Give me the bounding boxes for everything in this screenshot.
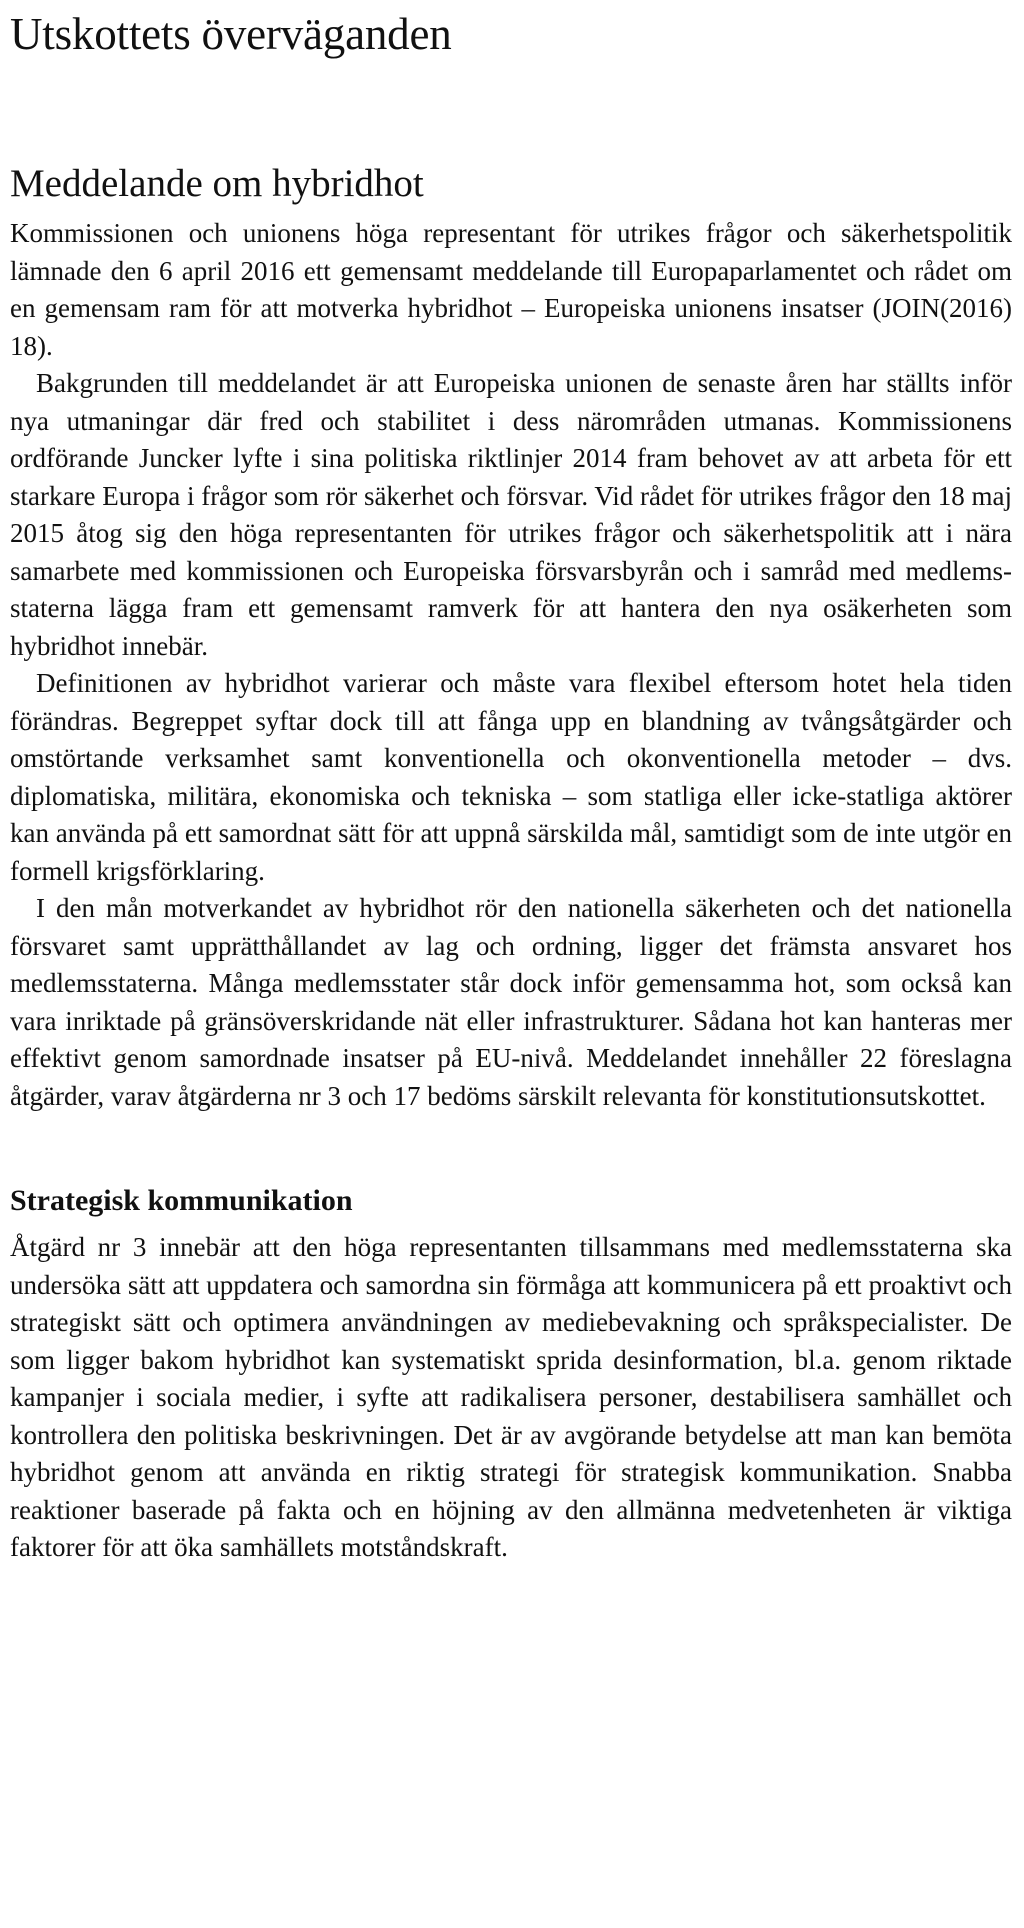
paragraph: Definitionen av hybridhot varierar och måste vara flexibel eftersom hotet hela tiden förändras. Begreppet syftar dock till att fånga upp en blandning av tvångsåtgärder och omstörtande verksamhet samt konventionella och okonventionella metoder – dvs. diplomatiska, militära, ekonomiska och tekniska – som statliga eller icke-statliga aktörer kan använda på ett samordnat sätt för att uppnå särskilda mål, samtidigt som de inte utgör en formell krigsförklaring. bbox=[10, 668, 1012, 886]
section-body-hybridhot bbox=[10, 215, 1012, 1115]
section-body-strategisk-kommunikation bbox=[10, 1229, 1012, 1567]
paragraph: Åtgärd nr 3 innebär att den höga representanten tillsammans med medlemsstaterna ska undersöka sätt att uppdatera och samordna sin förmåga att kommunicera på ett proaktivt och strategiskt sätt och optimera användningen av mediebevakning och språkspecialister. De som ligger bakom hybridhot kan systematiskt sprida desinformation, bl.a. genom riktade kampanjer i sociala medier, i syfte att radikalisera personer, destabilisera samhället och kontrollera den politiska beskrivningen. Det är av avgörande betydelse att man kan bemöta hybridhot genom att använda en riktig strategi för strategisk kommunikation. Snabba reaktioner baserade på fakta och en höjning av den allmänna medvetenheten är viktiga faktorer för att öka samhällets motståndskraft. bbox=[10, 1232, 1012, 1562]
paragraph: Bakgrunden till meddelandet är att Europeiska unionen de senaste åren har ställts inför nya utmaningar där fred och stabilitet i dess närområden utmanas. Kommissionens ordförande Juncker lyfte i sina politiska riktlinjer 2014 fram behovet av att arbeta för ett starkare Europa i frågor som rör säkerhet och försvar. Vid rådet för utrikes frågor den 18 maj 2015 åtog sig den höga representanten för utrikes frågor och säkerhetspolitik att i nära samarbete med kommissionen och Europeiska försvarsbyrån och i samråd med medlemsstaterna lägga fram ett gemensamt ramverk för att hantera den nya osäkerheten som hybridhot innebär. bbox=[10, 368, 1012, 661]
paragraph: Kommissionen och unionens höga representant för utrikes frågor och säkerhetspolitik lämnade den 6 april 2016 ett gemensamt meddelande till Europaparlamentet och rådet om en gemensam ram för att motverka hybridhot – Europeiska unionens insatser (JOIN(2016) 18). bbox=[10, 218, 1012, 361]
page-title: Utskottets överväganden bbox=[10, 9, 452, 59]
paragraph: I den mån motverkandet av hybridhot rör den nationella säkerheten och det nationella försvaret samt upprätthållandet av lag och ordning, ligger det främsta ansvaret hos medlemsstaterna. Många medlemsstater står dock inför gemensamma hot, som också kan vara inriktade på gränsöverskridande nät eller infrastrukturer. Sådana hot kan hanteras mer effektivt genom samordnade insatser på EU-nivå. Meddelandet innehåller 22 föreslagna åtgärder, varav åtgärderna nr 3 och 17 bedöms särskilt relevanta för konstitutionsutskottet. bbox=[10, 893, 1012, 1111]
section-heading-strategisk-kommunikation: Strategisk kommunikation bbox=[10, 1184, 353, 1217]
section-heading-hybridhot: Meddelande om hybridhot bbox=[10, 162, 424, 205]
